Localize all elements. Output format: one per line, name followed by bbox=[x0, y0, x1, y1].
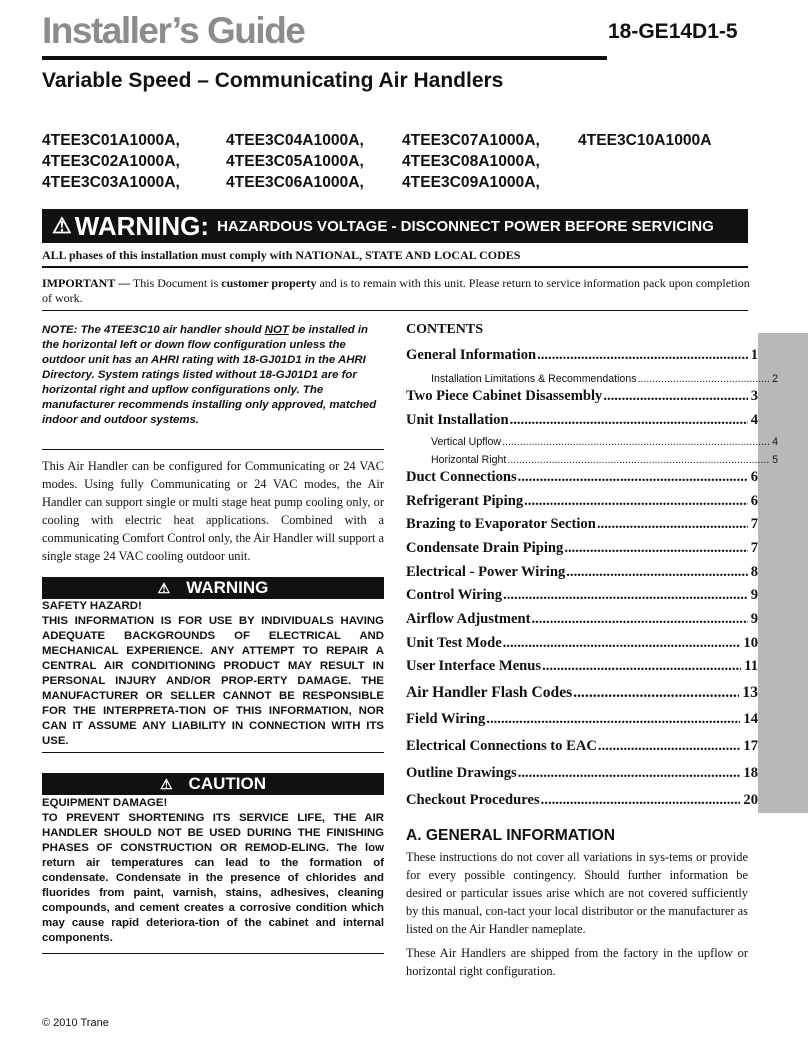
toc-label: Checkout Procedures bbox=[406, 792, 540, 808]
warning-box-text: THIS INFORMATION IS FOR USE BY INDIVIDUALS HAVING ADEQUATE BACKGROUNDS OF ELECTRICAL AND MECHANICAL EXPERIENCE. ANY ATTEMPT TO REPAIR A CENTRAL AIR CONDITIONING PRODUCT MAY RESULT IN PERSONAL INJURY AND/OR PROP-ERTY DAMAGE. THE MANUFACTURER OR SELLER CANNOT BE RESPONSIBLE FOR THE INTERPRETA-TION OF THIS INFORMATION, NOR CAN IT ASSUME ANY LIABILITY IN CONNECTION WITH ITS USE. bbox=[42, 615, 384, 747]
divider bbox=[42, 752, 384, 753]
document-subtitle: Variable Speed – Communicating Air Handlers bbox=[42, 69, 504, 92]
toc-leader bbox=[566, 564, 747, 581]
toc-page: 20 bbox=[743, 792, 758, 808]
toc-page: 2 bbox=[772, 373, 778, 385]
toc-leader bbox=[510, 412, 748, 429]
model-list bbox=[42, 130, 712, 193]
model-row bbox=[42, 130, 712, 151]
toc-item-refrigerant-piping[interactable] bbox=[406, 493, 758, 510]
important-text-1: This Document is bbox=[130, 276, 222, 290]
model-number: 4TEE3C09A1000A, bbox=[402, 174, 540, 191]
toc-page: 6 bbox=[750, 469, 758, 485]
warning-banner-label: WARNING: bbox=[74, 210, 210, 241]
toc-item-condensate-drain[interactable] bbox=[406, 540, 758, 557]
toc-item-duct-connections[interactable] bbox=[406, 469, 758, 486]
toc-leader bbox=[542, 658, 741, 675]
divider bbox=[42, 449, 384, 450]
warning-triangle-icon: ⚠ bbox=[157, 579, 171, 596]
intro-paragraph: This Air Handler can be configured for Communicating or 24 VAC modes. Using fully Communicating or 24 VAC modes, the Air Handler can support single or multi stage heat pump cooling only, or cooling with electric heat applications. Combined with a communicating Comfort Control only, the Air Handler will support a single stage 24 VAC cooling outdoor unit. bbox=[42, 459, 384, 563]
model-number: 4TEE3C02A1000A, bbox=[42, 153, 180, 170]
toc-label: Two Piece Cabinet Disassembly bbox=[406, 388, 603, 404]
toc-page: 13 bbox=[742, 684, 758, 701]
toc-page: 1 bbox=[750, 347, 758, 363]
note-part-1: NOTE: The 4TEE3C10 air handler should bbox=[42, 324, 265, 336]
caution-box-subtitle: EQUIPMENT DAMAGE! bbox=[42, 797, 168, 809]
toc-label: Outline Drawings bbox=[406, 765, 517, 781]
toc-leader bbox=[573, 684, 739, 702]
model-number: 4TEE3C10A1000A bbox=[578, 132, 712, 149]
toc-label: Vertical Upflow bbox=[431, 436, 502, 448]
toc-page: 3 bbox=[750, 388, 758, 404]
toc-item-control-wiring[interactable] bbox=[406, 587, 758, 604]
toc-leader bbox=[503, 587, 748, 604]
toc-item-unit-installation[interactable] bbox=[406, 412, 758, 429]
toc-item-power-wiring[interactable] bbox=[406, 564, 758, 581]
toc-leader bbox=[502, 436, 769, 448]
toc-page: 4 bbox=[750, 412, 758, 428]
toc-label: Airflow Adjustment bbox=[406, 611, 531, 627]
toc-item-outline-drawings[interactable] bbox=[406, 765, 758, 782]
toc-item-checkout-procedures[interactable] bbox=[406, 792, 758, 809]
divider bbox=[42, 953, 384, 954]
title-rule bbox=[42, 56, 607, 60]
important-bold: customer property bbox=[221, 276, 317, 290]
model-number: 4TEE3C06A1000A, bbox=[226, 174, 364, 191]
model-row bbox=[42, 172, 712, 193]
divider bbox=[42, 310, 748, 311]
model-number: 4TEE3C05A1000A, bbox=[226, 153, 364, 170]
toc-item-user-interface-menus[interactable] bbox=[406, 658, 758, 675]
toc-page: 9 bbox=[750, 587, 758, 603]
toc-leader bbox=[507, 454, 769, 466]
toc-label: Installation Limitations & Recommendations bbox=[431, 373, 637, 385]
document-title: Installer’s Guide bbox=[42, 10, 305, 51]
toc-label: Air Handler Flash Codes bbox=[406, 684, 573, 701]
toc-page: 9 bbox=[750, 611, 758, 627]
note-underlined: NOT bbox=[264, 324, 289, 336]
hazardous-voltage-banner bbox=[42, 209, 748, 243]
toc-label: Electrical Connections to EAC bbox=[406, 738, 597, 754]
toc-label: Duct Connections bbox=[406, 469, 517, 485]
caution-box-header bbox=[42, 773, 384, 795]
toc-leader bbox=[537, 347, 748, 364]
toc-leader bbox=[503, 635, 741, 652]
toc-label: Electrical - Power Wiring bbox=[406, 564, 566, 580]
toc-page: 14 bbox=[743, 711, 758, 727]
toc-page: 10 bbox=[743, 635, 758, 651]
compliance-statement: ALL phases of this installation must comply with NATIONAL, STATE AND LOCAL CODES bbox=[42, 248, 521, 262]
toc-label: Unit Installation bbox=[406, 412, 509, 428]
warning-triangle-icon: ⚠ bbox=[159, 775, 173, 792]
toc-leader bbox=[597, 516, 748, 533]
toc-leader bbox=[518, 765, 741, 782]
toc-label: Condensate Drain Piping bbox=[406, 540, 564, 556]
note-part-2: be installed in the horizontal left or down flow configuration unless the outdoor unit has an AHRI rating with 18-GJ01D1 in the AHRI Directory. System ratings listed without 18-GJ01D1 are for horizontal right and upflow configurations only. The manufacturer recommends installing only approved, matched indoor and outdoor systems. bbox=[42, 324, 377, 426]
warning-box-subtitle: SAFETY HAZARD! bbox=[42, 600, 142, 612]
toc-page: 4 bbox=[772, 436, 778, 448]
toc-page: 11 bbox=[744, 658, 758, 674]
toc-leader bbox=[598, 738, 740, 755]
toc-item-field-wiring[interactable] bbox=[406, 711, 758, 728]
model-number: 4TEE3C03A1000A, bbox=[42, 174, 180, 191]
toc-leader bbox=[564, 540, 747, 557]
toc-label: Refrigerant Piping bbox=[406, 493, 524, 509]
toc-item-brazing[interactable] bbox=[406, 516, 758, 533]
toc-leader bbox=[638, 373, 770, 385]
toc-leader bbox=[524, 493, 748, 510]
toc-item-vertical-upflow[interactable] bbox=[431, 436, 778, 448]
section-a-paragraph-2: These Air Handlers are shipped from the factory in the upflow or horizontal right configuration. bbox=[406, 946, 748, 978]
toc-page: 5 bbox=[772, 454, 778, 466]
model-number: 4TEE3C01A1000A, bbox=[42, 132, 180, 149]
toc-item-horizontal-right[interactable] bbox=[431, 454, 778, 466]
toc-label: Brazing to Evaporator Section bbox=[406, 516, 596, 532]
document-number: 18-GE14D1-5 bbox=[608, 20, 738, 43]
model-number: 4TEE3C08A1000A, bbox=[402, 153, 540, 170]
model-number: 4TEE3C07A1000A, bbox=[402, 132, 540, 149]
toc-page: 7 bbox=[750, 540, 758, 556]
toc-item-installation-limitations[interactable] bbox=[431, 373, 778, 385]
section-a-paragraph-1: These instructions do not cover all variations in sys-tems or provide for every possible contingency. Should further information be desired or particular issues arise which are not covered sufficiently by this manual, con-tact your local distributor or the manufacturer as listed on the Air Handler nameplate. bbox=[406, 850, 748, 936]
toc-item-eac-connections[interactable] bbox=[406, 738, 758, 755]
divider bbox=[42, 266, 748, 268]
warning-box-body bbox=[42, 599, 384, 749]
caution-box-body bbox=[42, 796, 384, 946]
toc-leader bbox=[603, 388, 747, 405]
contents-title: CONTENTS bbox=[406, 322, 484, 337]
important-text-2: and is to remain with this unit. Please return to service information pack upon completion of work. bbox=[42, 276, 750, 305]
warning-triangle-icon: ⚠ bbox=[52, 213, 72, 238]
toc-leader bbox=[531, 611, 747, 628]
toc-page: 7 bbox=[750, 516, 758, 532]
configuration-note bbox=[42, 323, 384, 428]
toc-page: 18 bbox=[743, 765, 758, 781]
toc-leader bbox=[518, 469, 748, 486]
toc-page: 17 bbox=[743, 738, 758, 754]
caution-box-text: TO PREVENT SHORTENING ITS SERVICE LIFE, THE AIR HANDLER SHOULD NOT BE USED DURING THE FINISHING PHASES OF CONSTRUCTION OR REMOD-ELING. The low return air temperatures can lead to the formation of condensate. Condensate in the presence of chlorides and fluorides from paint, varnish, stains, adhesives, cleaning compounds, and cement creates a corrosive condition which may cause rapid deteriora-tion of the cabinet and internal components. bbox=[42, 812, 384, 944]
toc-page: 6 bbox=[750, 493, 758, 509]
toc-item-flash-codes[interactable] bbox=[406, 684, 758, 702]
toc-label: Field Wiring bbox=[406, 711, 486, 727]
model-number: 4TEE3C04A1000A, bbox=[226, 132, 364, 149]
toc-label: General Information bbox=[406, 347, 537, 363]
toc-label: Horizontal Right bbox=[431, 454, 507, 466]
section-a-heading: A. GENERAL INFORMATION bbox=[406, 827, 616, 844]
toc-label: Control Wiring bbox=[406, 587, 503, 603]
section-a-body bbox=[406, 848, 748, 986]
warning-box-header bbox=[42, 577, 384, 599]
copyright-footer: © 2010 Trane bbox=[42, 1017, 109, 1029]
toc-label: User Interface Menus bbox=[406, 658, 542, 674]
important-label: IMPORTANT — bbox=[42, 276, 131, 290]
toc-label: Unit Test Mode bbox=[406, 635, 502, 651]
toc-leader bbox=[486, 711, 740, 728]
toc-leader bbox=[541, 792, 741, 809]
section-side-tab bbox=[758, 333, 808, 813]
toc-item-two-piece-cabinet[interactable] bbox=[406, 388, 758, 405]
warning-box-title: WARNING bbox=[186, 578, 269, 597]
model-row bbox=[42, 151, 712, 172]
warning-banner-text: HAZARDOUS VOLTAGE - DISCONNECT POWER BEFORE SERVICING bbox=[217, 217, 714, 235]
toc-item-airflow-adjustment[interactable] bbox=[406, 611, 758, 628]
toc-item-general-information[interactable] bbox=[406, 347, 758, 364]
important-notice bbox=[42, 276, 750, 306]
caution-box-title: CAUTION bbox=[188, 774, 266, 793]
toc-item-unit-test-mode[interactable] bbox=[406, 635, 758, 652]
toc-page: 8 bbox=[750, 564, 758, 580]
